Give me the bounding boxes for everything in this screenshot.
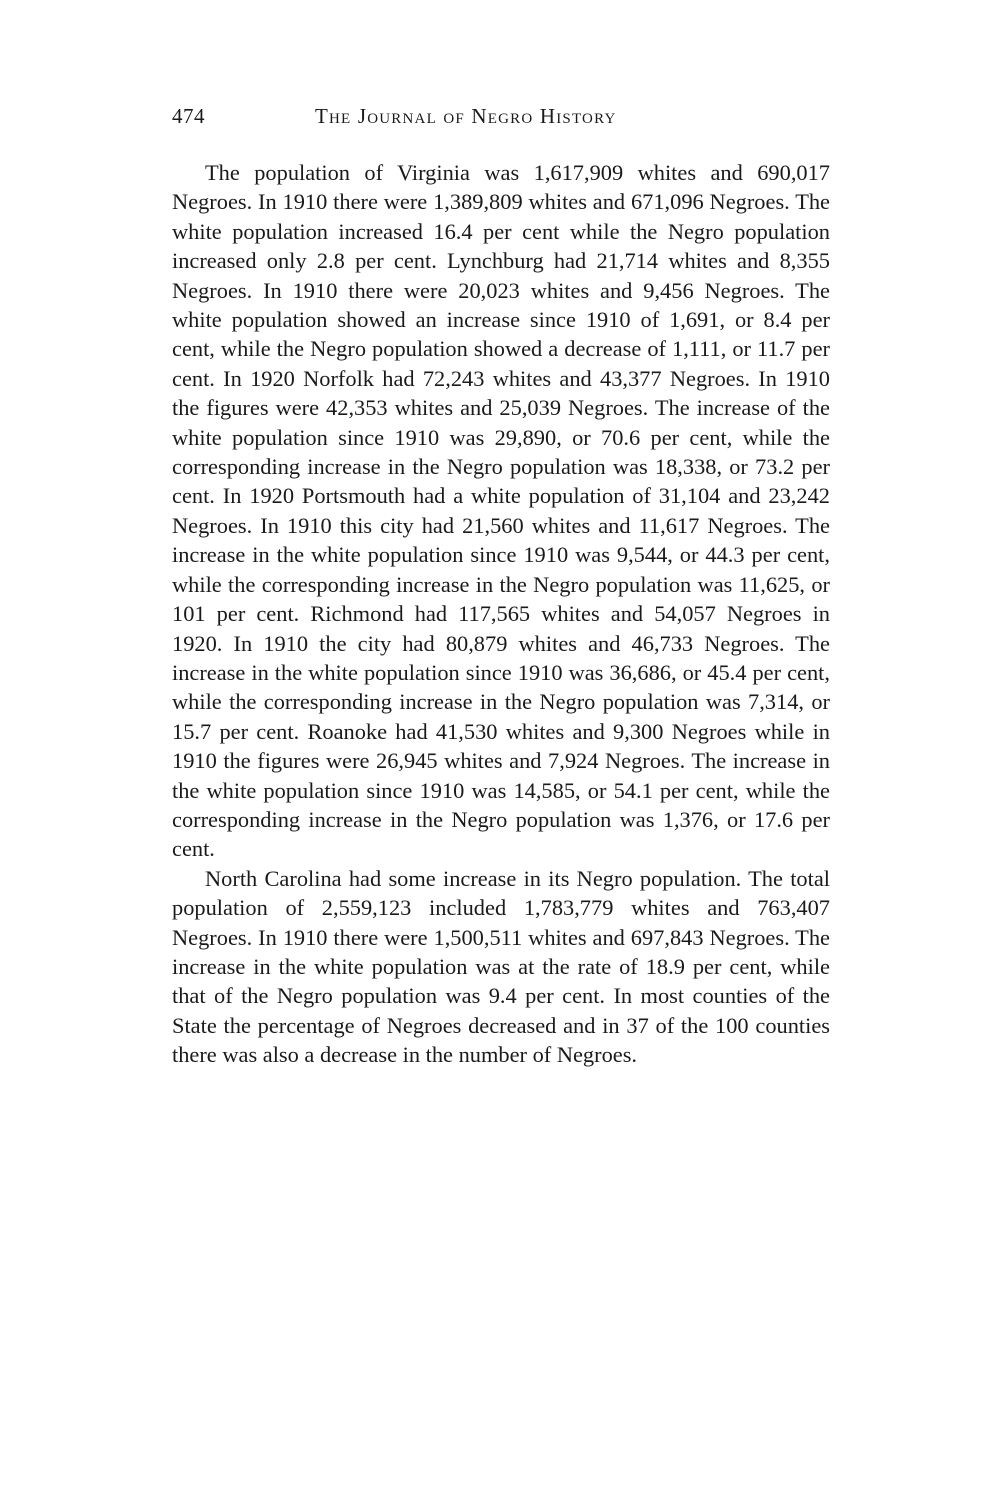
paragraph-north-carolina: North Carolina had some increase in its Negro population. The total population of 2,559,123 included 1,783,779 whites and 763,407 Negroes. In 1910 there were 1,500,511 whites and 697,843 Negroes. The increase in the white population was at the rate of 18.9 per cent, while that of the Negro population was 9.4 per cent. In most counties of the State the percentage of Negroes decreased and in 37 of the 100 counties there was also a decrease in the number of Negroes. bbox=[172, 865, 830, 1068]
page-number: 474 bbox=[172, 104, 205, 128]
paragraph-virginia: The population of Virginia was 1,617,909 whites and 690,017 Negroes. In 1910 there were 1,389,809 whites and 671,096 Negroes. The white population increased 16.4 per cent while the Negro population increased only 2.8 per cent. Lynchburg had 21,714 whites and 8,355 Negroes. In 1910 there were 20,023 whites and 9,456 Negroes. The white population showed an increase since 1910 of 1,691, or 8.4 per cent, while the Negro population showed a decrease of 1,111, or 11.7 per cent. In 1920 Norfolk had 72,243 whites and 43,377 Negroes. In 1910 the figures were 42,353 whites and 25,039 Negroes. The increase of the white population since 1910 was 29,890, or 70.6 per cent, while the corresponding increase in the Negro population was 18,338, or 73.2 per cent. In 1920 Portsmouth had a white population of 31,104 and 23,242 Negroes. In 1910 this city had 21,560 whites and 11,617 Negroes. The increase in the white population since 1910 was 9,544, or 44.3 per cent, while the corresponding increase in the Negro population was 11,625, or 101 per cent. Richmond had 117,565 whites and 54,057 Negroes in 1920. In 1910 the city had 80,879 whites and 46,733 Negroes. The increase in the white population since 1910 was 36,686, or 45.4 per cent, while the corresponding increase in the Negro population was 7,314, or 15.7 per cent. Roanoke had 41,530 whites and 9,300 Negroes while in 1910 the figures were 26,945 whites and 7,924 Negroes. The increase in the white population since 1910 was 14,585, or 54.1 per cent, while the corresponding increase in the Negro population was 1,376, or 17.6 per cent. bbox=[172, 160, 830, 862]
article-body bbox=[172, 158, 830, 1070]
journal-title: The Journal of Negro History bbox=[315, 104, 617, 128]
running-head bbox=[172, 104, 832, 134]
